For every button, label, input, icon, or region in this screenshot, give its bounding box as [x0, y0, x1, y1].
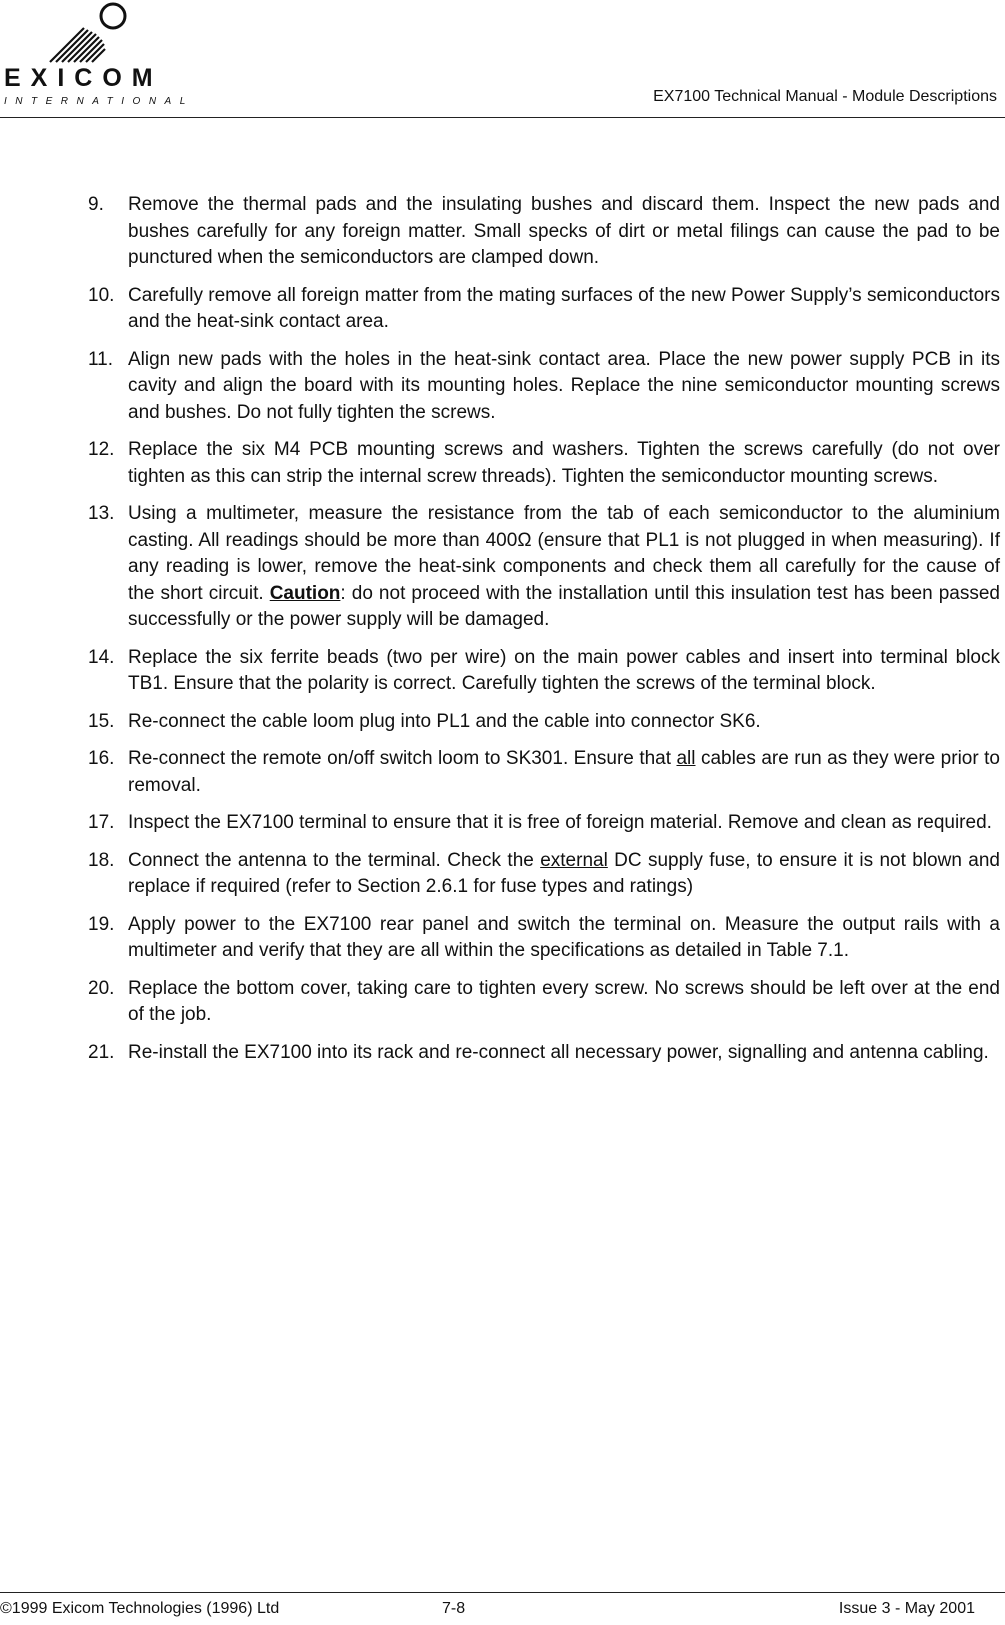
- step-text: Replace the bottom cover, taking care to tighten every screw. No screws should be left over at the end of the job.: [128, 977, 1000, 1025]
- step-text: Replace the six ferrite beads (two per wire) on the main power cables and insert into terminal block TB1. Ensure that the polarity is correct. Carefully tighten the screws of the terminal block.: [128, 646, 1000, 694]
- caution-label: Caution: [269, 582, 341, 604]
- header-divider: [0, 117, 1005, 118]
- step-14: [88, 645, 1000, 698]
- step-9: [88, 192, 1000, 272]
- step-15: [88, 709, 1000, 736]
- step-20: [88, 976, 1000, 1029]
- step-19: [88, 912, 1000, 965]
- step-number: 9.: [88, 194, 104, 215]
- exicom-logo: [0, 0, 194, 112]
- step-number: 18.: [88, 849, 115, 871]
- step-text: Apply power to the EX7100 rear panel and switch the terminal on. Measure the output rails with a multimeter and verify that they are all within the specifications as detailed in Table 7.1.: [128, 913, 1000, 961]
- footer-issue: Issue 3 - May 2001: [838, 1600, 975, 1617]
- step-number: 15.: [88, 710, 115, 732]
- step-21: [88, 1040, 1000, 1067]
- step-number: 11.: [88, 348, 114, 370]
- page-header: [0, 0, 1005, 118]
- step-18: [88, 848, 1000, 901]
- step-number: 12.: [88, 439, 115, 460]
- step-number: 13.: [88, 503, 115, 524]
- step-11: [88, 347, 1000, 427]
- step-text: Carefully remove all foreign matter from the mating surfaces of the new Power Supply’s semiconductors and the heat-sink contact area.: [128, 284, 1000, 332]
- step-text-continued: DC supply fuse, to ensure it is not blown and replace if required (refer to Section 2.6.1 for fuse types and ratings): [128, 849, 1000, 897]
- step-number: 20.: [88, 977, 115, 999]
- step-17: [88, 810, 1000, 837]
- footer-page-number: 7-8: [442, 1600, 466, 1617]
- step-number: 21.: [88, 1041, 115, 1063]
- footer-copyright: ©1999 Exicom Technologies (1996) Ltd: [0, 1600, 280, 1617]
- step-text: Re-connect the remote on/off switch loom to SK301. Ensure that: [128, 748, 677, 769]
- step-text: Re-install the EX7100 into its rack and re-connect all necessary power, signalling and antenna cabling.: [128, 1041, 989, 1063]
- step-text: Replace the six M4 PCB mounting screws and washers. Tighten the screws carefully (do not over tighten as this can strip the internal screw threads). Tighten the semiconductor mounting screws.: [128, 439, 1000, 487]
- procedure-steps: [88, 192, 1000, 1077]
- step-number: 10.: [88, 284, 115, 306]
- step-10: [88, 283, 1000, 336]
- step-text: Remove the thermal pads and the insulating bushes and discard them. Inspect the new pads and bushes carefully for any foreign matter. Small specks of dirt or metal filings can cause the pad to be punctured when the semiconductors are clamped down.: [128, 194, 1000, 268]
- step-number: 19.: [88, 913, 115, 935]
- document-title: EX7100 Technical Manual - Module Descriptions: [653, 88, 997, 105]
- step-number: 14.: [88, 646, 115, 668]
- step-text: Inspect the EX7100 terminal to ensure that it is free of foreign material. Remove and clean as required.: [128, 812, 992, 833]
- emphasis-all: all: [676, 748, 696, 769]
- step-16: [88, 746, 1000, 799]
- footer-divider: [0, 1592, 1005, 1593]
- step-text: Using a multimeter, measure the resistance from the tab of each semiconductor to the aluminium casting. All readings should be more than 400Ω (ensure that PL1 is not plugged in when measuring). If any reading is lower, remove the heat-sink components and check them all carefully for the cause of the short circuit.: [128, 503, 1000, 604]
- step-13: [88, 501, 1000, 634]
- svg-text:EXICOM: EXICOM: [4, 64, 163, 92]
- step-text: Connect the antenna to the terminal. Check the: [128, 849, 541, 871]
- step-12: [88, 437, 1000, 490]
- emphasis-external: external: [540, 849, 608, 871]
- step-text: Re-connect the cable loom plug into PL1 and the cable into connector SK6.: [128, 710, 761, 732]
- step-number: 16.: [88, 748, 115, 769]
- step-number: 17.: [88, 812, 115, 833]
- step-text-continued: : do not proceed with the installation until this insulation test has been passed successfully or the power supply will be damaged.: [128, 582, 1000, 630]
- step-text: Align new pads with the holes in the heat-sink contact area. Place the new power supply PCB in its cavity and align the board with its mounting holes. Replace the nine semiconductor mounting screws and bushes. Do not fully tighten the screws.: [128, 348, 1000, 423]
- step-text-continued: cables are run as they were prior to removal.: [128, 748, 1000, 796]
- svg-text:INTERNATIONAL: INTERNATIONAL: [4, 96, 194, 107]
